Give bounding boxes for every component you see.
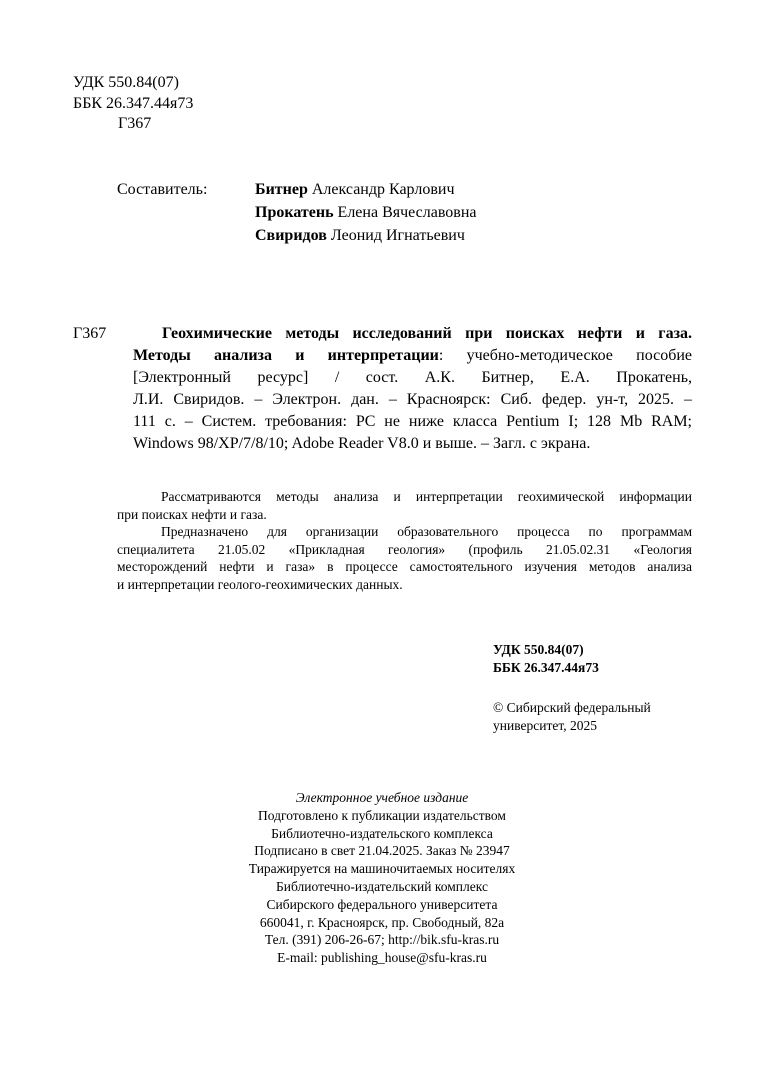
compilers-list <box>255 178 477 247</box>
abstract-line: Рассматриваются методы анализа и интерпретации геохимической информации <box>161 489 692 504</box>
abstract-line: специалитета 21.05.02 «Прикладная геология» (профиль 21.05.02.31 «Геология <box>117 541 692 557</box>
record-subtitle-line <box>133 345 692 367</box>
record-line: Windows 98/XP/7/8/10; Adobe Reader V8.0 и выше. – Загл. с экрана. <box>133 435 591 452</box>
bbk-code: ББК 26.347.44я73 <box>493 659 599 675</box>
bbk-code: ББК 26.347.44я73 <box>73 94 194 112</box>
record-code: Г367 <box>73 325 107 342</box>
copyright <box>493 699 651 734</box>
imprint-line: 660041, г. Красноярск, пр. Свободный, 82а <box>259 914 505 930</box>
compiler-item <box>255 178 477 201</box>
abstract-line: месторождений нефти и газа» в процессе самостоятельного изучения методов анализа <box>117 559 692 575</box>
imprint-line: Подписано в свет 21.04.2025. Заказ № 23947 <box>254 843 510 859</box>
imprint-line: Тел. (391) 206-26-67; http://bik.sfu-kras.ru <box>264 932 500 948</box>
abstract-line: и интерпретации геолого-геохимических данных. <box>117 576 403 592</box>
compiler-item <box>255 201 477 224</box>
author-sign: Г367 <box>118 115 152 132</box>
imprint-line: Библиотечно-издательский комплекс <box>276 878 488 894</box>
compilers-label: Составитель: <box>117 181 208 198</box>
compiler-item <box>255 224 477 247</box>
imprint-line: Сибирского федерального университета <box>266 896 498 912</box>
bibliographic-record <box>133 323 692 455</box>
udk-code: УДК 550.84(07) <box>493 642 584 657</box>
compiler-name: Леонид Игнатьевич <box>330 227 465 244</box>
record-line: Л.И. Свиридов. – Электрон. дан. – Красноярск: Сиб. федер. ун-т, 2025. – <box>133 391 692 408</box>
imprint <box>180 789 584 967</box>
compiler-surname: Прокатень <box>255 204 334 221</box>
compiler-surname: Битнер <box>255 181 308 198</box>
record-type: : учебно-методическое пособие <box>438 347 692 364</box>
udk-code: УДК 550.84(07) <box>73 74 179 91</box>
compiler-name: Александр Карлович <box>311 181 455 198</box>
record-line: [Электронный ресурс] / сост. А.К. Битнер, Е.А. Прокатень, <box>133 369 692 386</box>
abstract-line: при поисках нефти и газа. <box>117 506 267 522</box>
abstract-line: Предназначено для организации образовательного процесса по программам <box>161 524 692 540</box>
copyright-line: университет, 2025 <box>493 717 597 733</box>
compiler-surname: Свиридов <box>255 227 327 244</box>
compiler-name: Елена Вячеславовна <box>337 204 477 221</box>
record-line: 111 с. – Систем. требования: PC не ниже класса Pentium I; 128 Mb RAM; <box>133 413 692 430</box>
imprint-line: Подготовлено к публикации издательством <box>258 807 506 823</box>
record-title-line: Геохимические методы исследований при поисках нефти и газа. <box>162 325 692 342</box>
imprint-line: Библиотечно-издательского комплекса <box>271 825 493 841</box>
copyright-line: © Сибирский федеральный <box>493 700 651 715</box>
bottom-classification <box>493 641 599 676</box>
classification-block <box>73 73 193 135</box>
record-subtitle: Методы анализа и интерпретации <box>133 347 439 364</box>
imprint-line: Тиражируется на машиночитаемых носителях <box>248 861 516 877</box>
edition-type: Электронное учебное издание <box>295 790 469 805</box>
abstract <box>117 488 692 594</box>
imprint-line: E-mail: publishing_house@sfu-kras.ru <box>277 950 487 966</box>
